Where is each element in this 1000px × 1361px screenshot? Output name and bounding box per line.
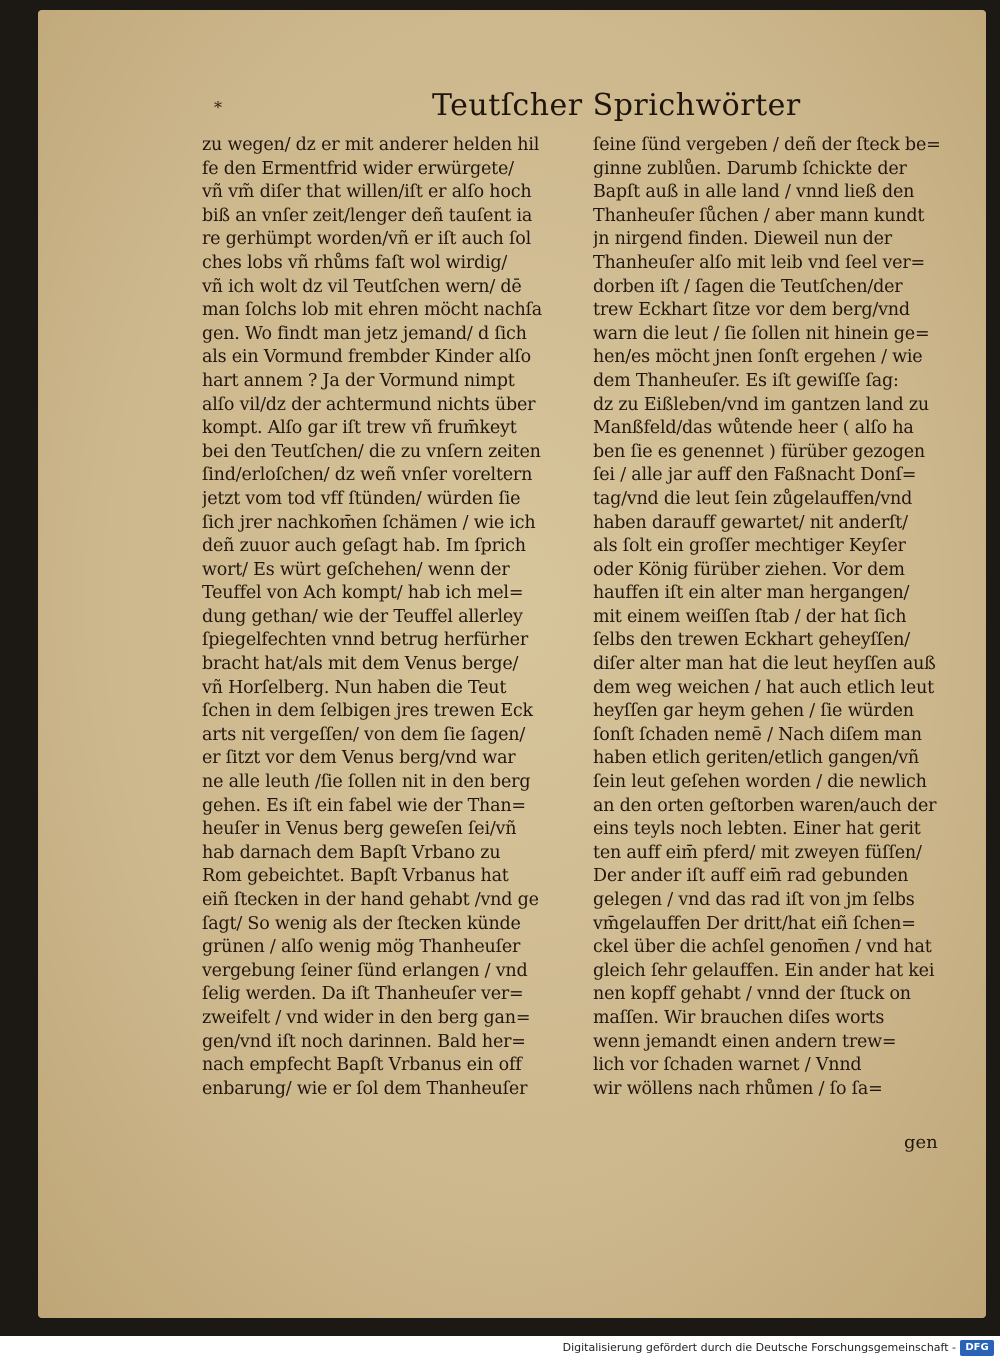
text-line: biß an vnſer zeit/lenger deñ tauſent ia xyxy=(202,205,533,226)
text-line: als ein Vormund frembder Kinder alſo xyxy=(202,347,531,368)
text-line: Bapſt auß in alle land / vnnd ließ den xyxy=(593,182,915,203)
catchword: gen xyxy=(904,1132,938,1153)
running-head: Teutſcher Sprichwörter xyxy=(432,88,801,123)
text-line: Thanheuſer alſo mit leib vnd ſeel ver= xyxy=(593,252,925,273)
text-line: dem weg weichen / hat auch etlich leut xyxy=(593,677,934,698)
text-line: er ſitzt vor dem Venus berg/vnd war xyxy=(202,748,516,769)
text-line: re gerhümpt worden/vñ er iſt auch ſol xyxy=(202,229,531,250)
text-line: nen kopff gehabt / vnnd der ſtuck on xyxy=(593,984,911,1005)
text-line: haben etlich geriten/etlich gangen/vñ xyxy=(593,748,919,769)
text-line: ſagt/ So wenig als der ſtecken künde xyxy=(202,913,521,934)
text-line: ſelig werden. Da iſt Thanheuſer ver= xyxy=(202,984,524,1005)
dfg-logo: DFG xyxy=(960,1340,994,1356)
text-line: ſpiegelfechten vnnd betrug herfürher xyxy=(202,630,529,651)
text-line: dem Thanheuſer. Es iſt gewiſſe ſag: xyxy=(593,370,899,391)
footer-bar xyxy=(0,1336,1000,1361)
text-line: ſei / alle jar auff den Faßnacht Donſ= xyxy=(593,465,917,486)
text-line: vergebung ſeiner ſünd erlangen / vnd xyxy=(202,960,528,981)
text-line: alſo vil/dz der achtermund nichts über xyxy=(202,394,536,415)
footer-credit-text: Digitalisierung gefördert durch die Deutsche Forschungsgemeinschaft - xyxy=(562,1341,956,1354)
text-line: vñ vm̃ diſer that willen/iſt er alſo hoch xyxy=(202,182,532,203)
text-line: hart annem ? Ja der Vormund nimpt xyxy=(202,370,515,391)
text-line: dz zu Eißleben/vnd im gantzen land zu xyxy=(593,394,929,415)
text-line: Manßfeld/das wůtende heer ( alſo ha xyxy=(593,418,914,439)
text-line: ginne zublůen. Darumb ſchickte der xyxy=(593,158,907,179)
text-line: diſer alter man hat die leut heyſſen auß xyxy=(593,654,936,675)
text-line: gen/vnd iſt noch darinnen. Bald her= xyxy=(202,1031,526,1052)
text-line: wenn jemandt einen andern trew= xyxy=(593,1031,897,1052)
text-line: heuſer in Venus berg geweſen ſei/vñ xyxy=(202,819,517,840)
text-line: ſich jrer nachkom̄en ſchämen / wie ich xyxy=(202,512,536,533)
text-line: lich vor ſchaden warnet / Vnnd xyxy=(593,1055,862,1076)
text-line: zu wegen/ dz er mit anderer helden hil xyxy=(202,135,540,155)
text-line: Thanheuſer ſůchen / aber mann kundt xyxy=(593,205,925,226)
text-line: ſein leut geſehen worden / die newlich xyxy=(593,772,927,793)
text-line: heyſſen gar heym gehen / ſie würden xyxy=(593,701,914,722)
text-line: Rom gebeichtet. Bapſt Vrbanus hat xyxy=(202,866,509,887)
text-line: hen/es möcht jnen ſonſt ergehen / wie xyxy=(593,347,923,368)
text-line: dung gethan/ wie der Teuffel allerley xyxy=(202,606,523,627)
text-line: dorben iſt / ſagen die Teutſchen/der xyxy=(593,276,903,297)
text-line: bei den Teutſchen/ die zu vnſern zeiten xyxy=(202,441,541,462)
text-line: enbarung/ wie er ſol dem Thanheuſer xyxy=(202,1078,528,1099)
text-line: jetzt vom tod vff ſtünden/ würden ſie xyxy=(202,488,521,509)
text-line: kompt. Alſo gar iſt trew vñ frum̄keyt xyxy=(202,418,517,439)
text-line: vñ Horſelberg. Nun haben die Teut xyxy=(202,677,507,698)
corner-mark: * xyxy=(214,98,222,117)
text-line: ſelbs den trewen Eckhart geheyſſen/ xyxy=(593,630,910,651)
text-line: ckel über die achſel genom̄en / vnd hat xyxy=(593,937,932,958)
text-line: ten auff eim̄ pferd/ mit zweyen füſſen/ xyxy=(593,842,922,863)
text-line: fe den Ermentfrid wider erwürgete/ xyxy=(202,158,514,179)
text-line: trew Eckhart ſitze vor dem berg/vnd xyxy=(593,300,910,321)
text-line: gleich ſehr gelauffen. Ein ander hat kei xyxy=(593,960,935,981)
text-line: vm̄gelauffen Der dritt/hat eiñ ſchen= xyxy=(593,913,916,934)
text-line: hab darnach dem Bapſt Vrbano zu xyxy=(202,842,501,863)
text-line: Teuffel von Ach kompt/ hab ich mel= xyxy=(202,583,524,604)
text-line: tag/vnd die leut ſein zůgelauffen/vnd xyxy=(593,488,913,509)
text-line: mit einem weiſſen ſtab / der hat ſich xyxy=(593,606,907,627)
text-line: Der ander iſt auff eim̄ rad gebunden xyxy=(593,866,909,887)
right-text-column xyxy=(593,134,961,1101)
text-line: gelegen / vnd das rad iſt von jm ſelbs xyxy=(593,890,915,910)
text-line: jn nirgend finden. Dieweil nun der xyxy=(593,229,892,250)
text-line: arts nit vergeſſen/ von dem ſie ſagen/ xyxy=(202,724,526,745)
left-text-column xyxy=(202,134,587,1101)
text-line: hauffen iſt ein alter man hergangen/ xyxy=(593,583,910,604)
text-line: ſchen in dem ſelbigen jres trewen Eck xyxy=(202,701,533,722)
text-line: ben ſie es genennet ) fürüber gezogen xyxy=(593,441,925,462)
text-line: ne alle leuth /ſie ſollen nit in den berg xyxy=(202,772,531,793)
text-line: ſeine ſünd vergeben / deñ der ſteck be= xyxy=(593,135,941,155)
text-line: bracht hat/als mit dem Venus berge/ xyxy=(202,654,519,675)
text-line: zweifelt / vnd wider in den berg gan= xyxy=(202,1007,531,1028)
text-line: ſonſt ſchaden nemē / Nach diſem man xyxy=(593,724,922,745)
text-line: warn die leut / ſie ſollen nit hinein ge= xyxy=(593,323,930,344)
text-line: wir wöllens nach rhůmen / ſo ſa= xyxy=(593,1078,883,1099)
text-line: eiñ ſtecken in der hand gehabt /vnd ge xyxy=(202,890,539,910)
text-line: nach empfecht Bapſt Vrbanus ein off xyxy=(202,1055,522,1076)
text-line: deñ zuuor auch geſagt hab. Im ſprich xyxy=(202,536,526,557)
text-line: oder König fürüber ziehen. Vor dem xyxy=(593,559,905,580)
text-line: gehen. Es iſt ein fabel wie der Than= xyxy=(202,795,526,816)
text-line: vñ ich wolt dz vil Teutſchen wern/ dē xyxy=(202,276,522,297)
text-line: als ſolt ein groſſer mechtiger Keyſer xyxy=(593,536,906,557)
text-line: wort/ Es würt geſchehen/ wenn der xyxy=(202,559,510,580)
text-line: eins teyls noch lebten. Einer hat gerit xyxy=(593,819,921,840)
text-line: man ſolchs lob mit ehren möcht nachſa xyxy=(202,300,543,321)
text-line: ſind/erloſchen/ dz weñ vnſer voreltern xyxy=(202,465,533,486)
text-line: grünen / alſo wenig mög Thanheuſer xyxy=(202,937,521,958)
text-line: ches lobs vñ rhůms faſt wol wirdig/ xyxy=(202,252,508,273)
text-line: maſſen. Wir brauchen diſes worts xyxy=(593,1007,885,1028)
text-line: an den orten geſtorben waren/auch der xyxy=(593,795,937,816)
text-line: gen. Wo findt man jetz jemand/ d ſich xyxy=(202,323,527,344)
text-line: haben darauff gewartet/ nit anderſt/ xyxy=(593,512,908,533)
